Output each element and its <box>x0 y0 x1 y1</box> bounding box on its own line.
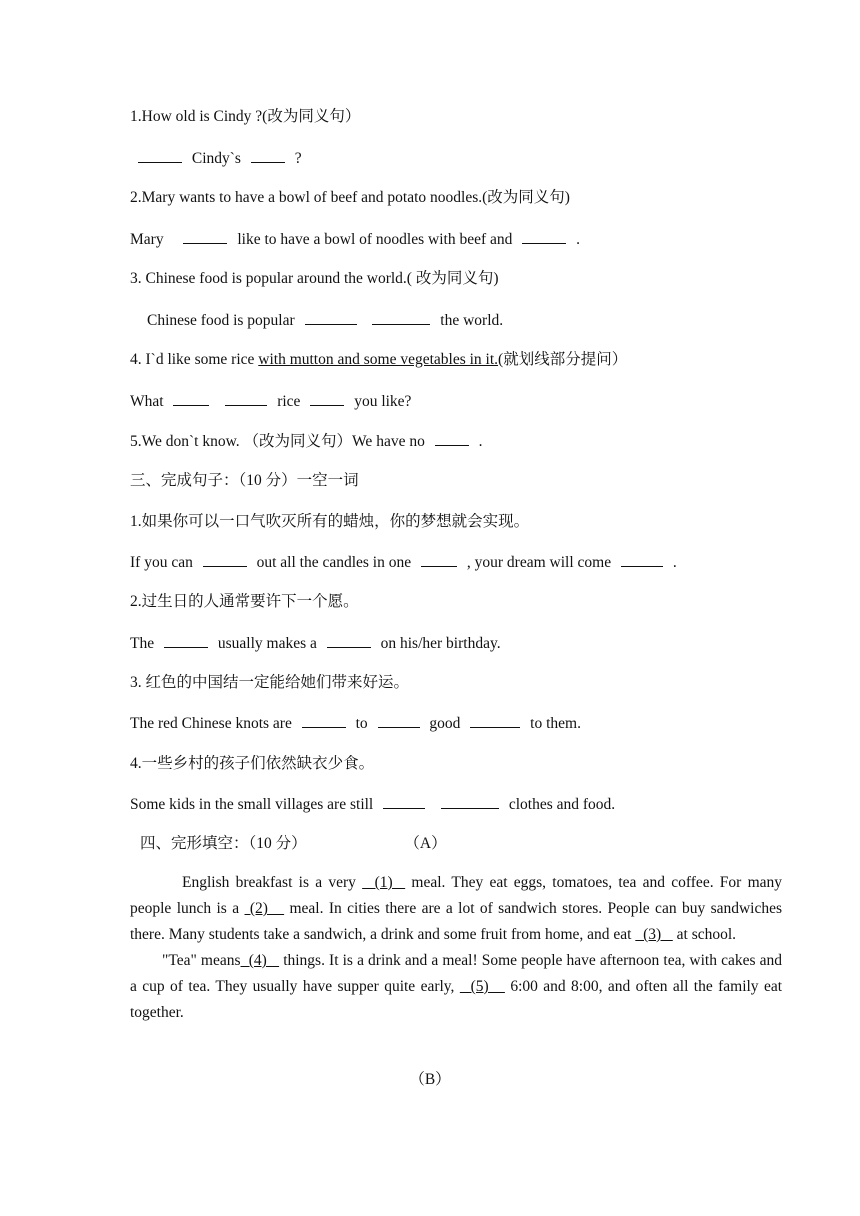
s3-q4-chinese: 4.一些乡村的孩子们依然缺衣少食。 <box>130 755 375 772</box>
q2-prompt: 2.Mary wants to have a bowl of beef and potato noodles.(改为同义句) <box>130 189 570 206</box>
part-a-label: （A） <box>404 835 447 852</box>
blank[interactable] <box>203 551 247 567</box>
blank[interactable] <box>435 430 469 446</box>
blank[interactable] <box>302 712 346 728</box>
q2-answer-line: Mary like to have a bowl of noodles with beef and . <box>130 228 580 251</box>
blank[interactable] <box>372 309 430 325</box>
blank[interactable] <box>378 712 420 728</box>
blank[interactable] <box>225 390 267 406</box>
cloze-blank-5[interactable]: (5) <box>459 978 505 995</box>
blank[interactable] <box>441 793 499 809</box>
blank[interactable] <box>327 632 371 648</box>
blank[interactable] <box>251 147 285 163</box>
s3-q2-chinese: 2.过生日的人通常要许下一个愿。 <box>130 593 359 610</box>
cloze-blank-2[interactable]: (2) <box>244 900 285 917</box>
blank[interactable] <box>383 793 425 809</box>
s3-q3-answer-line: The red Chinese knots are to good to them. <box>130 712 581 735</box>
blank[interactable] <box>183 228 227 244</box>
blank[interactable] <box>310 390 344 406</box>
cloze-blank-3[interactable]: (3) <box>635 926 673 943</box>
s3-q4-answer-line: Some kids in the small villages are still clothes and food. <box>130 793 615 816</box>
blank[interactable] <box>470 712 520 728</box>
q3-answer-line: Chinese food is popular the world. <box>147 309 503 332</box>
q3-prompt: 3. Chinese food is popular around the world.( 改为同义句) <box>130 270 499 287</box>
section3-heading: 三、完成句子：（10 分）一空一词 <box>130 472 359 489</box>
blank[interactable] <box>621 551 663 567</box>
cloze-blank-1[interactable]: (1) <box>362 874 406 891</box>
blank[interactable] <box>522 228 566 244</box>
q1-answer-line: Cindy`s ? <box>138 147 302 170</box>
s3-q2-answer-line: The usually makes a on his/her birthday. <box>130 632 501 655</box>
s3-q1-chinese: 1.如果你可以一口气吹灭所有的蜡烛，你的梦想就会实现。 <box>130 513 530 530</box>
s3-q3-chinese: 3. 红色的中国结一定能给她们带来好运。 <box>130 674 410 691</box>
q5-line: 5.We don`t know. （改为同义句）We have no . <box>130 430 482 453</box>
s3-q1-answer-line: If you can out all the candles in one , your dream will come . <box>130 551 677 574</box>
blank[interactable] <box>421 551 457 567</box>
part-b-label: （B） <box>409 1071 451 1088</box>
q4-prompt: 4. I`d like some rice with mutton and some vegetables in it.(就划线部分提问） <box>130 351 628 368</box>
blank[interactable] <box>138 147 182 163</box>
cloze-passage: English breakfast is a very (1) meal. They eat eggs, tomatoes, tea and coffee. For many people lunch is a (2) meal. In cities there are a lot of sandwich stores. People can buy sandwiches there. Many students take a sandwich, a drink and some fruit from home, and eat (3) at school. "Tea" means (4) things. It is a drink and a meal! Some people have afternoon tea, with cakes and a cup of tea. They usually have supper quite early, (5) 6:00 and 8:00, and often all the family eat together. <box>130 874 783 1021</box>
blank[interactable] <box>305 309 357 325</box>
section4-heading: 四、完形填空：（10 分） （A） <box>140 835 447 852</box>
blank[interactable] <box>164 632 208 648</box>
q4-answer-line: What rice you like? <box>130 390 411 413</box>
underlined-phrase: with mutton and some vegetables in it. <box>258 351 499 368</box>
blank[interactable] <box>173 390 209 406</box>
cloze-blank-4[interactable]: (4) <box>240 952 280 969</box>
q1-prompt: 1.How old is Cindy ?(改为同义句） <box>130 108 361 125</box>
